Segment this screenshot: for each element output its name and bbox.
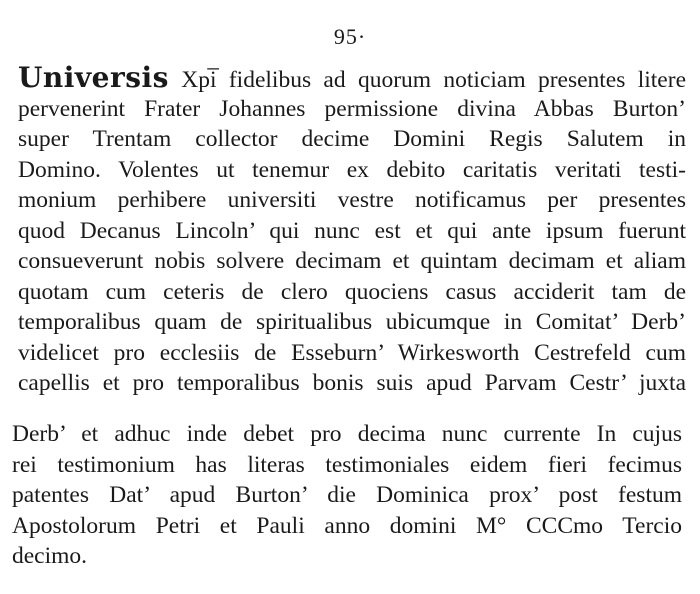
text-line: quotam cum ceteris de clero quociens casus acciderit tam de: [18, 278, 686, 305]
text-line: capellis et pro temporalibus bonis suis apud Parvam Cestr’ juxta: [18, 370, 686, 396]
text-line: monium perhibere universiti vestre notificamus per presentes: [18, 187, 686, 213]
page-number: 95·: [333, 24, 367, 49]
text-line-content: Xpi̅ fidelibus ad quorum noticiam presentes litere: [181, 67, 686, 93]
charter-text-block: [0, 63, 700, 399]
charter-text-continuation: [0, 419, 700, 572]
text-line: patentes Dat’ apud Burton’ die Dominica prox’ post festum: [12, 482, 682, 508]
text-line-final: decimo.: [12, 543, 88, 569]
text-line: quod Decanus Lincoln’ qui nunc est et qui ante ipsum fuerunt: [18, 217, 686, 244]
text-line: [0, 63, 700, 94]
text-line: super Trentam collector decime Domini Regis Salutem in: [18, 126, 686, 152]
opening-word: Universis: [18, 61, 169, 94]
text-line: consueverunt nobis solvere decimam et quintam decimam et aliam: [18, 248, 686, 274]
text-line: temporalibus quam de spiritualibus ubicumque in Comitat’ Derb’: [18, 309, 686, 335]
text-line: Derb’ et adhuc inde debet pro decima nunc currente In cujus: [12, 421, 682, 447]
text-line: Apostolorum Petri et Pauli anno domini M° CCCmo Tercio: [12, 512, 682, 539]
text-line: Domino. Volentes ut tenemur ex debito caritatis veritati testi-: [18, 156, 686, 183]
text-line: rei testimonium has literas testimoniales eidem fieri fecimus: [12, 451, 682, 478]
text-line: videlicet pro ecclesiis de Esseburn’ Wirkesworth Cestrefeld cum: [18, 339, 686, 366]
text-line: pervenerint Frater Johannes permissione divina Abbas Burton’: [18, 95, 686, 122]
